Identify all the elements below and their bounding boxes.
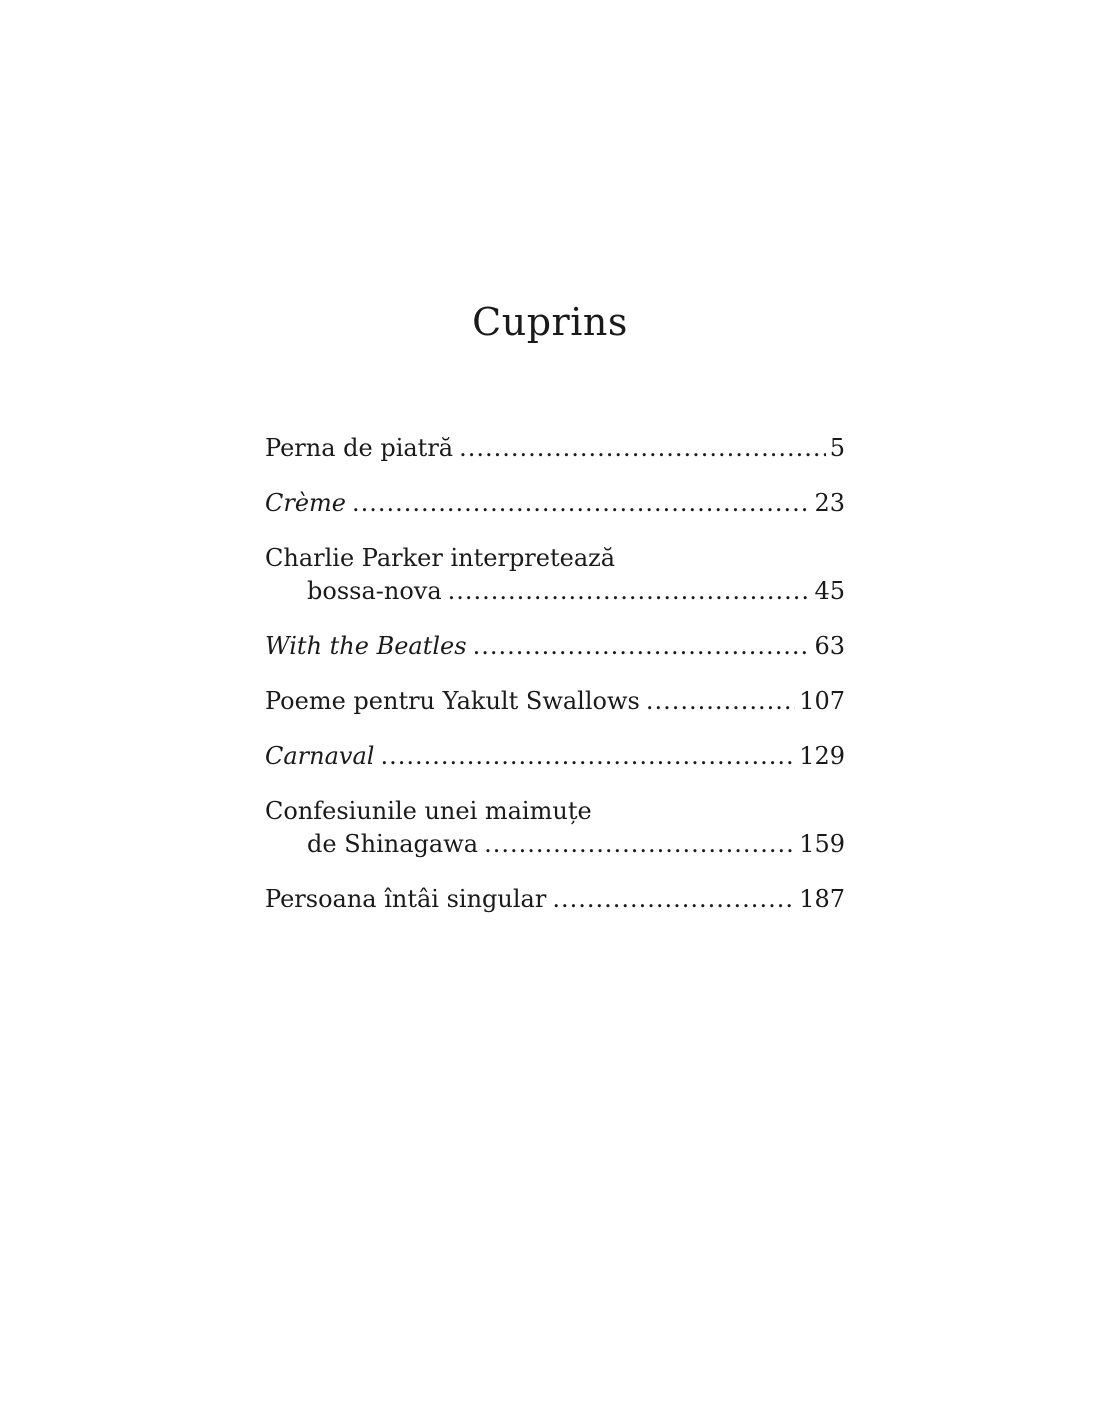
toc-entry-title-continued: de Shinagawa xyxy=(307,830,479,858)
toc-page-number: 63 xyxy=(814,632,845,660)
toc-entry[interactable] xyxy=(265,432,845,465)
toc-entry[interactable] xyxy=(265,630,845,663)
toc-entry-line xyxy=(265,542,845,575)
page-title: Cuprins xyxy=(472,300,628,344)
toc-page-number: 45 xyxy=(814,577,845,605)
toc-entry-line xyxy=(265,432,845,465)
dot-leader xyxy=(448,575,811,608)
toc-page-number: 5 xyxy=(829,434,845,462)
toc-entry-line-continued xyxy=(265,575,845,608)
dot-leader xyxy=(552,883,795,916)
toc-entry[interactable] xyxy=(265,740,845,773)
dot-leader xyxy=(380,740,795,773)
dot-leader xyxy=(352,487,810,520)
toc-entry-title: Crème xyxy=(265,489,346,517)
dot-leader xyxy=(484,828,795,861)
toc-entry[interactable] xyxy=(265,685,845,718)
toc-entry-title: With the Beatles xyxy=(265,632,467,660)
dot-leader xyxy=(459,432,826,465)
toc-entry[interactable] xyxy=(265,542,845,608)
toc-entry-title: Confesiunile unei maimuțe xyxy=(265,797,592,825)
dot-leader xyxy=(646,685,795,718)
toc-page-number: 107 xyxy=(799,687,845,715)
toc-entry-line xyxy=(265,630,845,663)
toc-entry-title: Carnaval xyxy=(265,742,375,770)
toc-entry-line xyxy=(265,883,845,916)
toc-entry[interactable] xyxy=(265,487,845,520)
toc-entry-line xyxy=(265,740,845,773)
toc-entry-title-continued: bossa-nova xyxy=(307,577,442,605)
toc-entry-line xyxy=(265,685,845,718)
toc-page-number: 23 xyxy=(814,489,845,517)
toc-entry-title: Charlie Parker interpretează xyxy=(265,544,616,572)
toc-page-number: 159 xyxy=(799,830,845,858)
toc-page-number: 129 xyxy=(799,742,845,770)
toc-entry-title: Persoana întâi singular xyxy=(265,885,547,913)
toc-entry-line xyxy=(265,795,845,828)
toc-entry-title: Poeme pentru Yakult Swallows xyxy=(265,687,640,715)
toc-entry-title: Perna de piatră xyxy=(265,434,454,462)
toc-page-number: 187 xyxy=(799,885,845,913)
toc-entry-line-continued xyxy=(265,828,845,861)
dot-leader xyxy=(473,630,811,663)
toc-entry[interactable] xyxy=(265,795,845,861)
toc-entry[interactable] xyxy=(265,883,845,916)
toc-entry-line xyxy=(265,487,845,520)
table-of-contents xyxy=(265,432,845,938)
